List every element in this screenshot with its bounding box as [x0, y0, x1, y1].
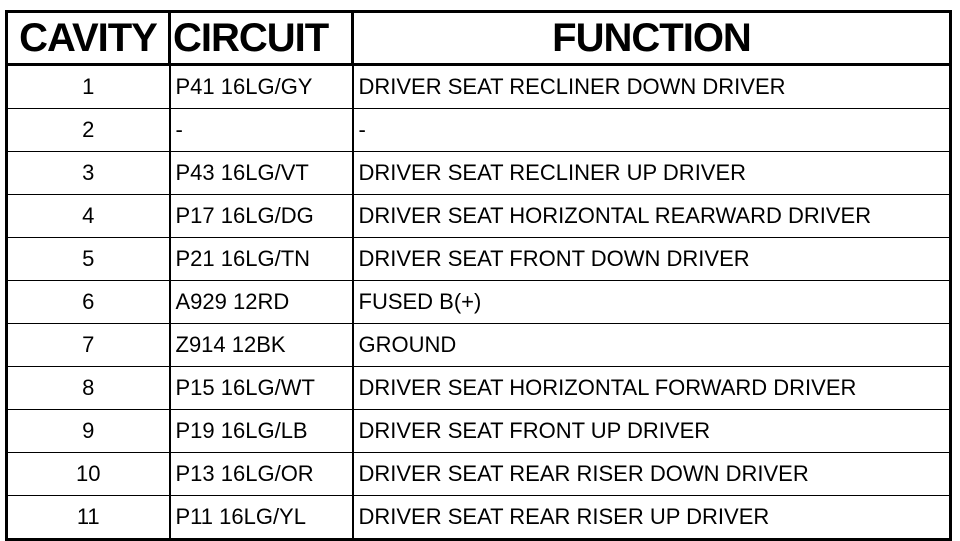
- circuit-cell: P41 16LG/GY: [170, 65, 353, 109]
- table-row: [7, 324, 951, 367]
- table-row: [7, 367, 951, 410]
- table-row: [7, 195, 951, 238]
- circuit-cell: P17 16LG/DG: [170, 195, 353, 238]
- circuit-cell: Z914 12BK: [170, 324, 353, 367]
- function-cell: FUSED B(+): [353, 281, 951, 324]
- header-row: [7, 12, 951, 65]
- cavity-cell: 1: [7, 65, 170, 109]
- function-header: FUNCTION: [353, 12, 951, 65]
- table-row: [7, 496, 951, 540]
- cavity-cell: 2: [7, 109, 170, 152]
- function-cell: DRIVER SEAT FRONT UP DRIVER: [353, 410, 951, 453]
- circuit-cell: P11 16LG/YL: [170, 496, 353, 540]
- cavity-cell: 7: [7, 324, 170, 367]
- connector-pinout-table: [5, 10, 952, 541]
- circuit-cell: P43 16LG/VT: [170, 152, 353, 195]
- cavity-cell: 8: [7, 367, 170, 410]
- function-cell: DRIVER SEAT REAR RISER DOWN DRIVER: [353, 453, 951, 496]
- circuit-header: CIRCUIT: [170, 12, 353, 65]
- cavity-cell: 10: [7, 453, 170, 496]
- cavity-header: CAVITY: [7, 12, 170, 65]
- function-cell: DRIVER SEAT HORIZONTAL FORWARD DRIVER: [353, 367, 951, 410]
- table-row: [7, 281, 951, 324]
- cavity-cell: 6: [7, 281, 170, 324]
- circuit-cell: P19 16LG/LB: [170, 410, 353, 453]
- cavity-cell: 3: [7, 152, 170, 195]
- function-cell: DRIVER SEAT RECLINER UP DRIVER: [353, 152, 951, 195]
- table-row: [7, 410, 951, 453]
- function-cell: DRIVER SEAT RECLINER DOWN DRIVER: [353, 65, 951, 109]
- cavity-cell: 11: [7, 496, 170, 540]
- table-row: [7, 238, 951, 281]
- circuit-cell: A929 12RD: [170, 281, 353, 324]
- cavity-cell: 5: [7, 238, 170, 281]
- function-cell: DRIVER SEAT REAR RISER UP DRIVER: [353, 496, 951, 540]
- cavity-cell: 4: [7, 195, 170, 238]
- circuit-cell: P15 16LG/WT: [170, 367, 353, 410]
- table-row: [7, 65, 951, 109]
- cavity-cell: 9: [7, 410, 170, 453]
- table-row: [7, 152, 951, 195]
- function-cell: GROUND: [353, 324, 951, 367]
- function-cell: DRIVER SEAT FRONT DOWN DRIVER: [353, 238, 951, 281]
- circuit-cell: -: [170, 109, 353, 152]
- circuit-cell: P13 16LG/OR: [170, 453, 353, 496]
- function-cell: -: [353, 109, 951, 152]
- table-row: [7, 453, 951, 496]
- pinout-rows: [7, 65, 951, 540]
- table-row: [7, 109, 951, 152]
- function-cell: DRIVER SEAT HORIZONTAL REARWARD DRIVER: [353, 195, 951, 238]
- circuit-cell: P21 16LG/TN: [170, 238, 353, 281]
